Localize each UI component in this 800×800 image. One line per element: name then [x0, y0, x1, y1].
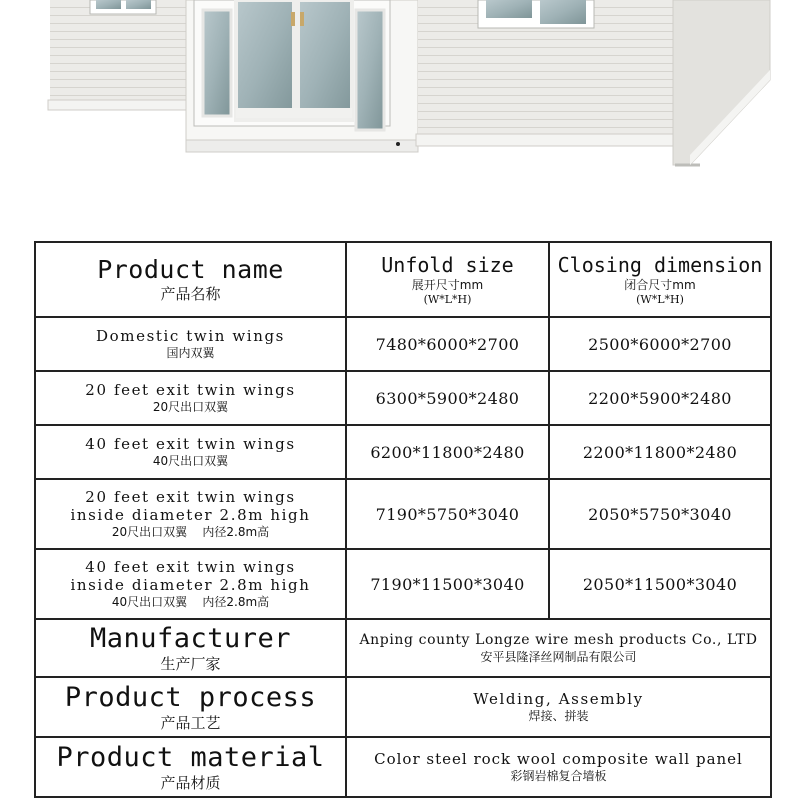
spec-table	[34, 241, 772, 798]
row-closing-value: 2050*11500*3040	[582, 574, 738, 594]
header-closing-cn: 闭合尺寸mm	[624, 277, 696, 292]
header-product-name	[35, 242, 346, 317]
row-name-en: Domestic twin wings	[96, 327, 285, 345]
row-name-en-line2: inside diameter 2.8m high	[70, 506, 311, 524]
info-label-en: Manufacturer	[89, 622, 292, 654]
row-closing-value: 2200*5900*2480	[588, 388, 732, 408]
info-value	[346, 737, 771, 797]
row-unfold	[346, 549, 549, 619]
row-closing-value: 2200*11800*2480	[582, 442, 738, 462]
row-unfold	[346, 425, 549, 479]
header-closing	[549, 242, 771, 317]
header-unfold-cn: 展开尺寸mm	[411, 277, 484, 292]
info-label	[35, 737, 346, 797]
row-name-en-line2: inside diameter 2.8m high	[70, 576, 311, 594]
header-unfold-en: Unfold size	[381, 252, 514, 277]
info-value-cn: 安平县隆泽丝网制品有限公司	[480, 650, 637, 664]
header-product-name-cn: 产品名称	[160, 285, 221, 303]
info-label-cn: 产品材质	[160, 773, 221, 792]
row-closing-value: 2050*5750*3040	[588, 504, 732, 524]
row-unfold	[346, 371, 549, 425]
row-name-cn: 20尺出口双翼	[152, 400, 229, 414]
info-value-en: Color steel rock wool composite wall panel	[374, 750, 743, 768]
info-row-process	[35, 677, 771, 737]
table-row	[35, 479, 771, 549]
info-row-material	[35, 737, 771, 797]
row-unfold-value: 6200*11800*2480	[370, 442, 525, 462]
row-name-en: 40 feet exit twin wings	[85, 435, 296, 453]
header-unfold-unit: (W*L*H)	[423, 292, 472, 306]
info-label	[35, 619, 346, 677]
row-closing-value: 2500*6000*2700	[588, 334, 732, 354]
row-name-en: 40 feet exit twin wings	[85, 558, 296, 576]
info-label-en: Product material	[56, 741, 325, 773]
table-row	[35, 549, 771, 619]
header-closing-en: Closing dimension	[557, 252, 763, 277]
row-closing	[549, 479, 771, 549]
row-unfold-value: 7190*11500*3040	[370, 574, 525, 594]
row-closing	[549, 549, 771, 619]
header-closing-unit: (W*L*H)	[636, 292, 684, 306]
row-closing	[549, 425, 771, 479]
row-name	[35, 317, 346, 371]
info-label-cn: 生产厂家	[160, 654, 221, 673]
row-unfold-value: 7480*6000*2700	[375, 334, 520, 354]
info-value	[346, 619, 771, 677]
info-value-en: Anping county Longze wire mesh products Co., LTD	[359, 632, 758, 648]
row-name	[35, 425, 346, 479]
container-house-drawing	[0, 0, 800, 200]
row-name-cn: 国内双翼	[166, 346, 215, 360]
table-header-row	[35, 242, 771, 317]
row-name-cn: 40尺出口双翼	[152, 454, 229, 468]
table-row	[35, 371, 771, 425]
table-row	[35, 425, 771, 479]
row-unfold-value: 6300*5900*2480	[375, 388, 520, 408]
info-value	[346, 677, 771, 737]
info-label	[35, 677, 346, 737]
header-unfold	[346, 242, 549, 317]
row-name-en: 20 feet exit twin wings	[85, 381, 296, 399]
row-closing	[549, 317, 771, 371]
row-closing	[549, 371, 771, 425]
info-label-en: Product process	[64, 681, 317, 713]
container-house-image	[0, 0, 800, 200]
row-name-cn: 20尺出口双翼 内径2.8m高	[111, 525, 270, 539]
info-value-cn: 焊接、拼装	[528, 709, 589, 723]
table-row	[35, 317, 771, 371]
header-product-name-en: Product name	[97, 255, 284, 284]
row-name	[35, 549, 346, 619]
row-unfold	[346, 479, 549, 549]
row-unfold	[346, 317, 549, 371]
info-value-cn: 彩钢岩棉复合墙板	[510, 769, 607, 783]
info-row-manufacturer	[35, 619, 771, 677]
info-label-cn: 产品工艺	[160, 713, 221, 732]
row-name-en: 20 feet exit twin wings	[85, 488, 296, 506]
row-unfold-value: 7190*5750*3040	[375, 504, 520, 524]
row-name	[35, 479, 346, 549]
row-name	[35, 371, 346, 425]
row-name-cn: 40尺出口双翼 内径2.8m高	[111, 595, 270, 609]
info-value-en: Welding, Assembly	[473, 690, 644, 708]
